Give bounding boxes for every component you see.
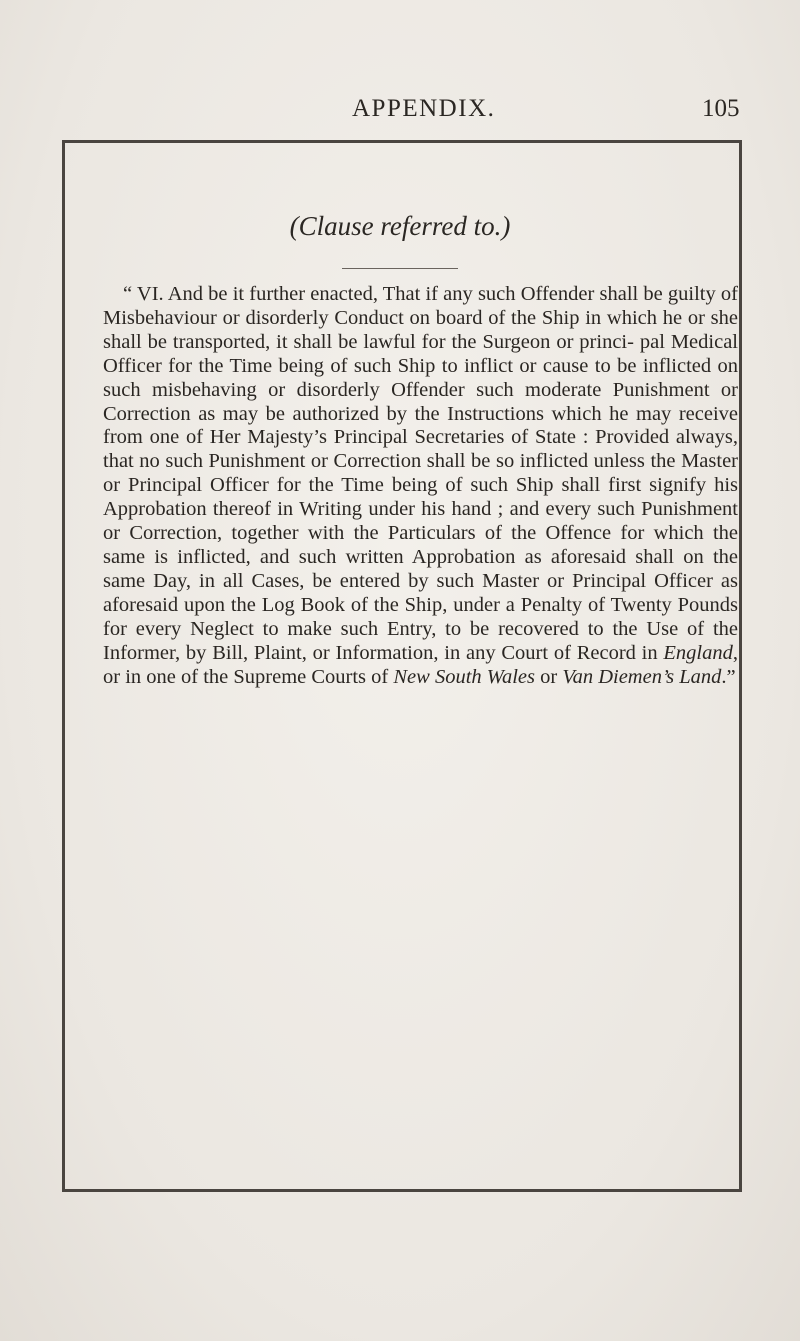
clause-segment: “ VI. And be it further enacted, That if any such Offender shall be guilty of Misbehaviour or disorderly Conduct on board of the Ship in which he or she shall be transported, it shall be lawful for the Surgeon or princi- pal Medical Officer for the Time being of such Ship to inflict or cause to be inflicted on such misbehaving or disorderly Offender such moderate Punishment or Correction as may be authorized by the Instructions which he may receive from one of Her Majesty’s Principal Secretaries of State : Provided always, that no such Punishment or Correction shall be so inflicted unless the Master or Principal Officer for the Time being of such Ship shall first signify his Approbation thereof in Writing under his hand ; and every such Punishment or Correction, together with the Particulars of the Offence for which the same is inflicted, and such written Approbation as aforesaid shall on the same Day, in all Cases, be entered by such Master or Principal Officer as aforesaid upon the Log Book of the Ship, under a Penalty of Twenty Pounds for every Neglect to make such Entry, to be recovered to the Use of the Informer, by Bill, Plaint, or Information, in any Court of Record in	[103, 283, 738, 664]
heading-rule	[342, 268, 458, 269]
clause-segment-italic: New South Wales	[393, 665, 535, 688]
page-number: 105	[702, 95, 740, 122]
clause-segment: or	[534, 665, 563, 688]
clause-heading: (Clause referred to.)	[289, 211, 511, 241]
running-head: APPENDIX.	[352, 95, 496, 122]
clause-segment-italic: England	[663, 641, 733, 664]
clause-segment-italic: Van Diemen’s Land	[562, 665, 722, 688]
clause-segment: .”	[721, 665, 736, 688]
clause-text	[103, 283, 738, 689]
clause-segment: , or in one of the Supreme Courts of	[103, 641, 738, 688]
